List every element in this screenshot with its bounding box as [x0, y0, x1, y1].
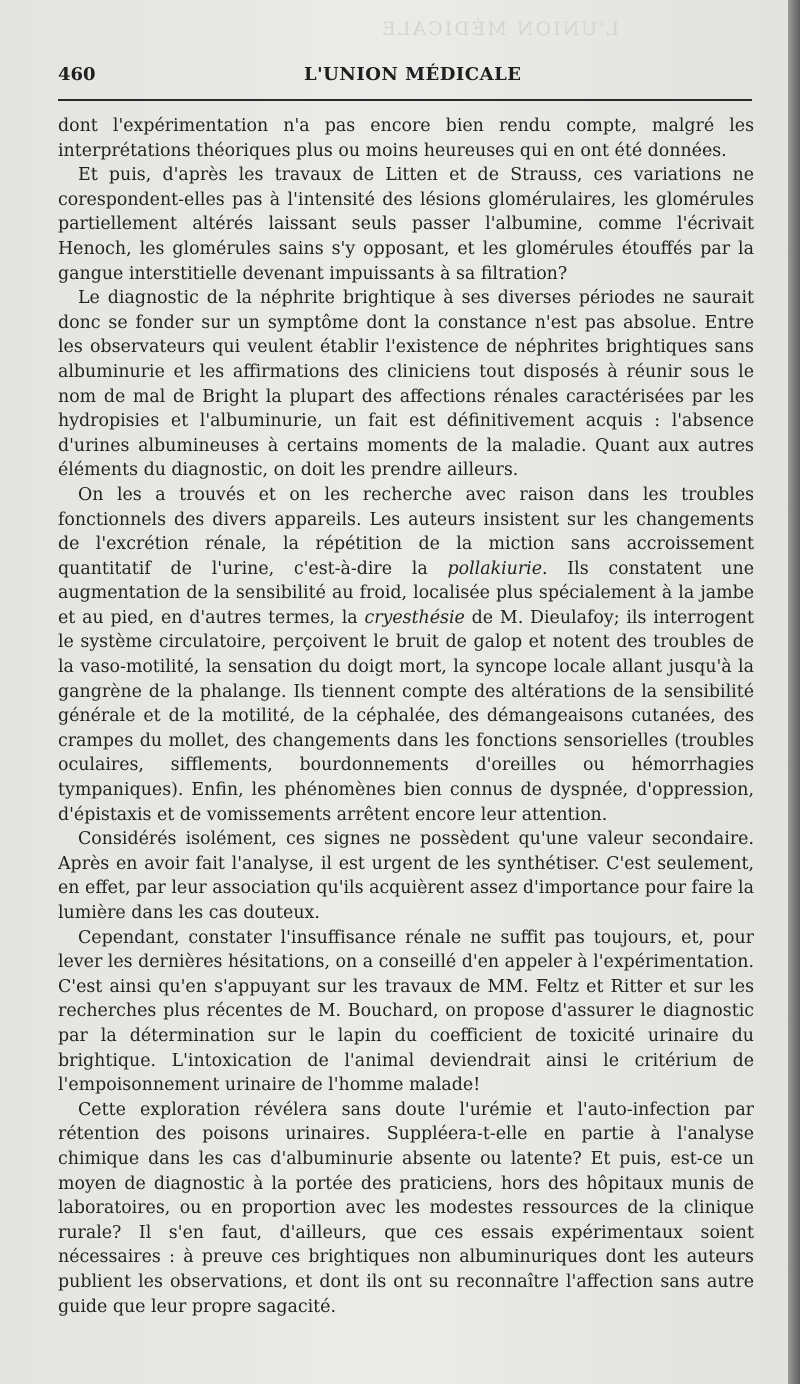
italic-term: pollakiurie — [447, 558, 543, 579]
paragraph — [58, 827, 754, 925]
text-run: Et puis, d'après les travaux de Litten et de Strauss, ces variations ne corespondent-elles pas à l'intensité des lésions glomérulaires, les glomérules partiellement altérés laissant seuls passer l'albumine, comme l'écrivait Henoch, les glomérules sains s'y opposant, et les glomérules étouffés par la gangue interstitielle devenant impuissants à sa filtration? — [58, 165, 754, 284]
paragraph — [58, 926, 754, 1098]
journal-title: L'UNION MÉDICALE — [304, 64, 522, 85]
paragraph — [58, 114, 754, 163]
text-run: Le diagnostic de la néphrite brightique à ses diverses périodes ne saurait donc se fonder sur un symptôme dont la constance n'est pas absolue. Entre les observateurs qui veulent établir l'existence de néphrites brightiques sans albuminurie et les affirmations des cliniciens tout disposés à réunir sous le nom de mal de Bright la plupart des affections rénales caractérisées par les hydropisies et l'albuminurie, un fait est définitivement acquis : l'absence d'urines albumineuses à certains moments de la maladie. Quant aux autres éléments du diagnostic, on doit les prendre ailleurs. — [58, 288, 754, 481]
running-header — [58, 64, 752, 94]
paragraph — [58, 483, 754, 827]
paragraph — [58, 163, 754, 286]
text-run: Cependant, constater l'insuffisance rénale ne suffit pas toujours, et, pour lever les dernières hésitations, on a conseillé d'en appeler à l'expérimentation. C'est ainsi qu'en s'appuyant sur les travaux de MM. Feltz et Ritter et sur les recherches plus récentes de M. Bouchard, on propose d'assurer le diagnostic par la détermination sur le lapin du coefficient de toxicité urinaire du brightique. L'intoxication de l'animal deviendrait ainsi le critérium de l'empoisonnement urinaire de l'homme malade! — [58, 927, 755, 1096]
bleed-through-text: L'UNION MÉDICALE — [380, 18, 620, 40]
text-run: Considérés isolément, ces signes ne possèdent qu'une valeur secondaire. Après en avoir fait l'analyse, il est urgent de les synthétiser. C'est seulement, en effet, par leur association qu'ils acquièrent assez d'importance pour faire la lumière dans les cas douteux. — [58, 829, 754, 923]
paragraph — [58, 286, 754, 483]
text-run: dont l'expérimentation n'a pas encore bien rendu compte, malgré les interprétations théoriques plus ou moins heureuses qui en ont été données. — [58, 116, 754, 161]
page-edge-shadow — [788, 0, 800, 1384]
text-run: Cette exploration révélera sans doute l'urémie et l'auto-infection par rétention des poisons urinaires. Suppléera-t-elle en partie à l'analyse chimique dans les cas d'albuminurie absente ou latente? Et puis, est-ce un moyen de diagnostic à la portée des praticiens, hors des hôpitaux munis de laboratoires, ou en proportion avec les modestes ressources de la clinique rurale? Il s'en faut, d'ailleurs, que ces essais expérimentaux soient nécessaires : à preuve ces brightiques non albuminuriques dont les auteurs publient les observations, et dont ils ont su reconnaître l'affection sans autre guide que leur propre sagacité. — [58, 1099, 754, 1317]
text-run: On les a trouvés et on les recherche avec raison dans les troubles fonctionnels des divers appareils. Les auteurs insistent sur les changements de l'excrétion rénale, la répétition de la miction sans accroissement quantitatif de l'urine, c'est-à-dire la — [58, 484, 754, 579]
article-body — [58, 114, 754, 1319]
header-rule — [58, 99, 752, 101]
text-run: . Ils constatent une augmentation de la sensibilité au froid, localisée plus spécialement à la jambe et au pied, en d'autres termes, la — [58, 558, 755, 628]
text-run: de M. Dieulafoy; ils interrogent le système circulatoire, perçoivent le bruit de galop et notent des troubles de la vaso-motilité, la sensation du doigt mort, la syncope locale allant jusqu'à la gangrène de la phalange. Ils tiennent compte des altérations de la sensibilité générale et de la motilité, de la céphalée, des démangeaisons cutanées, des crampes du mollet, des changements dans les fonctions sensorielles (troubles oculaires, sifflements, bourdonnements d'oreilles ou hémorrhagies tympaniques). Enfin, les phénomènes bien connus de dyspnée, d'oppression, d'épistaxis et de vomissements arrêtent encore leur attention. — [58, 607, 754, 825]
italic-term: cryesthésie — [364, 607, 465, 628]
page-number: 460 — [58, 64, 96, 85]
paragraph — [58, 1098, 754, 1319]
